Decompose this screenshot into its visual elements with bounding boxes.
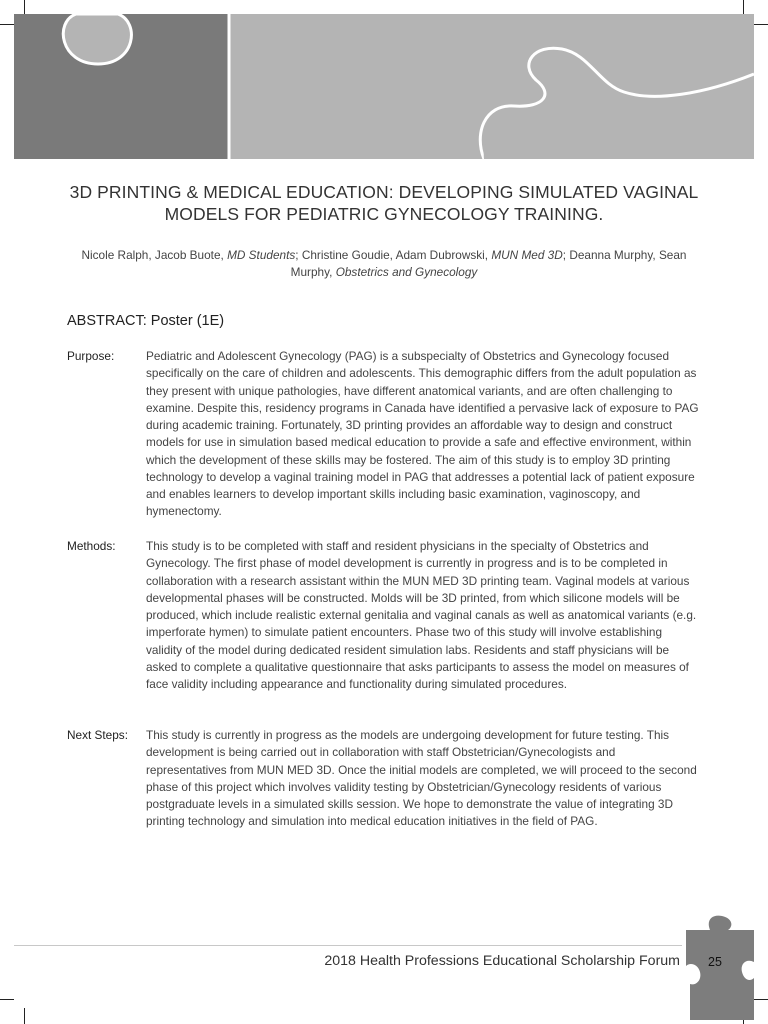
- author-segment: ; Christine Goudie, Adam Dubrowski,: [295, 248, 492, 262]
- crop-mark-top-right-v: [743, 0, 744, 14]
- authors-line: [70, 247, 698, 281]
- crop-mark-top-left-v: [24, 0, 25, 14]
- section-body: This study is currently in progress as the models are undergoing development for future testing. This development is being carried out in collaboration with staff Obstetrician/Gynecologists and representatives from MUN MED 3D. Once the initial models are completed, we will proceed to the second phase of this project which involves validity testing by Obstetrician/Gynecology residents of various postgraduate levels in a simulated skills session. We hope to demonstrate the value of integrating 3D printing technology and simulation into medical education initiatives in the field of PAG.: [146, 728, 697, 829]
- author-segment: ; Deanna Murphy, Sean Murphy,: [290, 248, 687, 279]
- header-banner: [14, 14, 754, 159]
- section-body: Pediatric and Adolescent Gynecology (PAG) is a subspecialty of Obstetrics and Gynecology focused specifically on the care of children and adolescents. This demographic differs from the adult population as they present with unique pathologies, have different anatomical variants, and are often challenging to examine. Despite this, residency programs in Canada have identified a pervasive lack of exposure to PAG during academic training. Fortunately, 3D printing provides an affordable way to design and construct models for use in simulation based medical education to provide a safe and effective environment, within which the development of these skills may be fostered. The aim of this study is to employ 3D printing technology to develop a vaginal training model in PAG that addresses a potential lack of patient exposure and enables learners to develop important skills including basic examination, vaginoscopy, and hymenectomy.: [146, 349, 699, 519]
- section-label: Purpose:: [67, 349, 115, 363]
- section-body: This study is to be completed with staff and resident physicians in the specialty of Obstetrics and Gynecology. The first phase of model development is currently in progress and is to be completed in collaboration with a research assistant within the MUN MED 3D printing team. Vaginal models at various developmental phases will be constructed. Molds will be 3D printed, from which silicone models will be produced, which include realistic external genitalia and vaginal canals as well as anatomical variants (e.g. imperforate hymen) to simulate patient encounters. Phase two of this study will involve establishing validity of the model during dedicated resident simulation labs. Residents and staff physicians will be asked to complete a qualitative questionnaire that asks participants to assess the model on measures of face validity including appearance and functionality during simulated procedures.: [146, 539, 697, 691]
- crop-mark-top-left-h: [0, 24, 14, 25]
- page-number: 25: [708, 955, 722, 969]
- crop-mark-bottom-left-h: [0, 999, 14, 1000]
- abstract-heading: ABSTRACT: Poster (1E): [67, 313, 225, 329]
- crop-mark-top-right-h: [754, 24, 768, 25]
- author-affiliation: MD Students: [227, 248, 296, 262]
- author-affiliation: MUN Med 3D: [491, 248, 563, 262]
- crop-mark-bottom-left-v: [24, 1008, 25, 1024]
- page-title: 3D PRINTING & MEDICAL EDUCATION: DEVELOPING SIMULATED VAGINAL MODELS FOR PEDIATRIC GYNECOLOGY TRAINING.: [69, 182, 699, 224]
- footer-divider: [14, 945, 682, 946]
- author-affiliation: Obstetrics and Gynecology: [335, 265, 478, 279]
- section-label: Methods:: [67, 539, 116, 553]
- footer-title: 2018 Health Professions Educational Scholarship Forum: [324, 953, 680, 969]
- author-segment: Nicole Ralph, Jacob Buote,: [81, 248, 228, 262]
- section-label: Next Steps:: [67, 728, 128, 742]
